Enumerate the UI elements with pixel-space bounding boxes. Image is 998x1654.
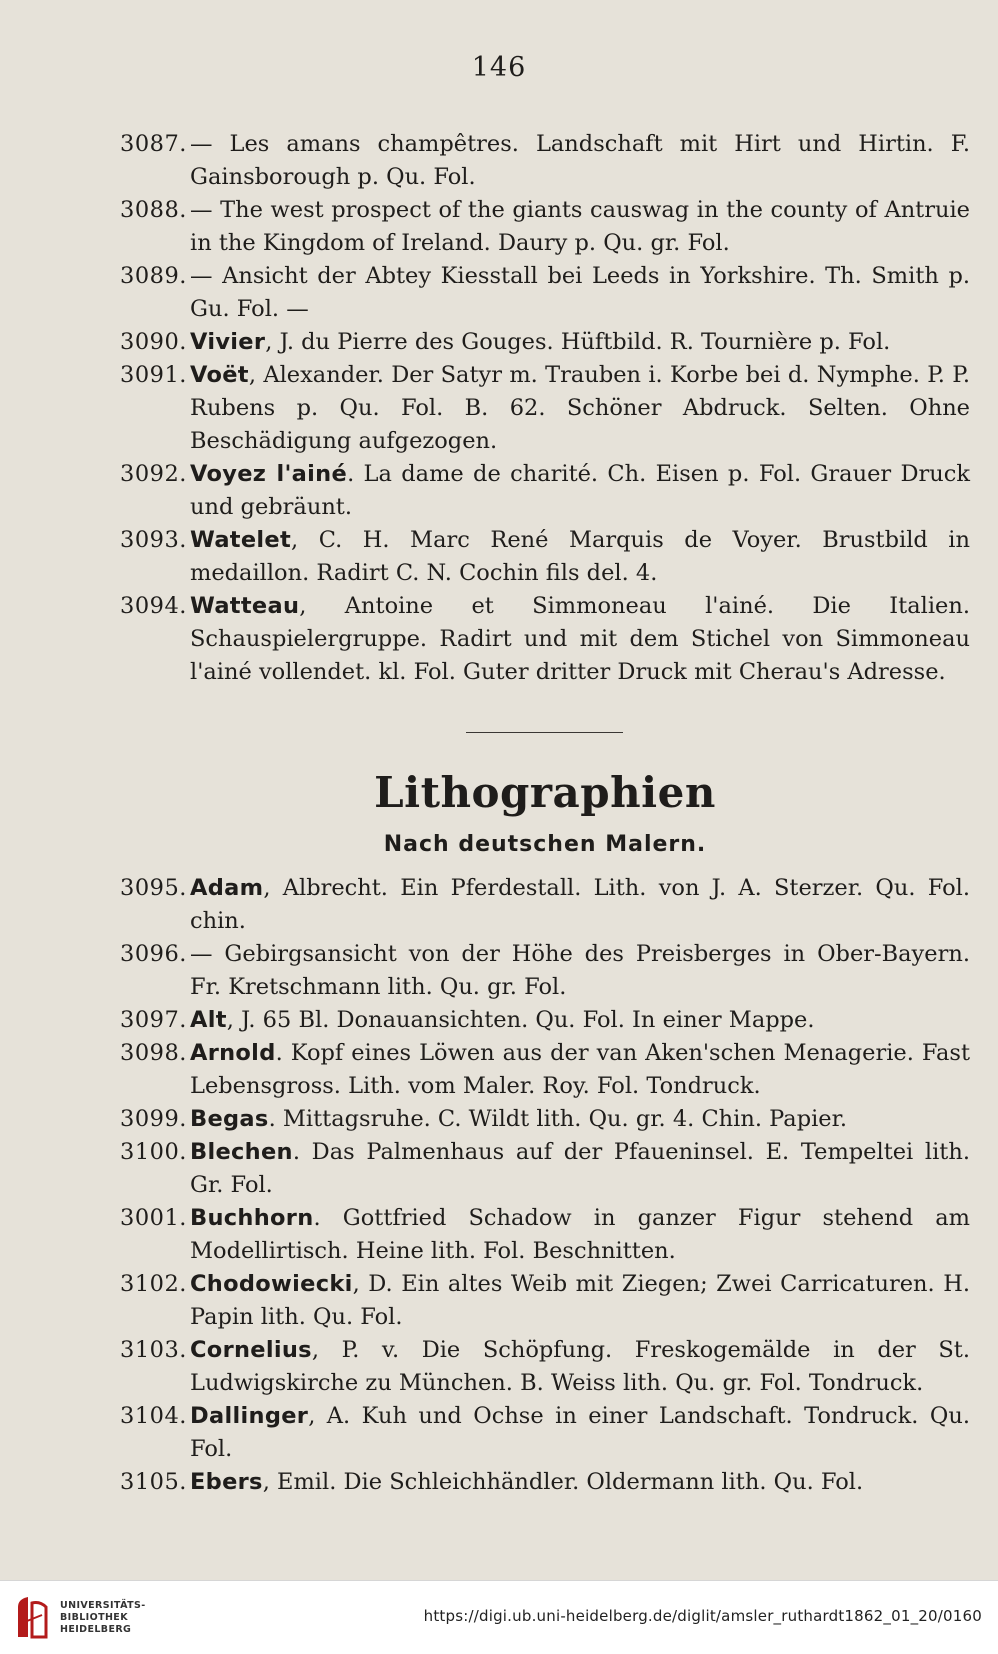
entry-artist: Alt (190, 1007, 227, 1033)
document-url[interactable]: https://digi.ub.uni-heidelberg.de/diglit/amsler_ruthardt1862_01_20/0160 (423, 1607, 982, 1625)
catalog-entry (120, 524, 970, 590)
entry-text: — Gebirgsansicht von der Höhe des Preisberges in Ober-Bayern. Fr. Kretschmann lith. Qu. gr. Fol. (190, 941, 970, 1000)
catalog-entry (120, 1268, 970, 1334)
catalog-entry (120, 128, 970, 194)
entry-text: , J. 65 Bl. Donauansichten. Qu. Fol. In einer Mappe. (226, 1007, 815, 1033)
entry-text: — The west prospect of the giants causwag in the county of Antruie in the Kingdom of Ireland. Daury p. Qu. gr. Fol. (190, 197, 970, 256)
entry-number: 3095. (120, 875, 187, 901)
catalog-entry (120, 938, 970, 1004)
entry-text: , P. v. Die Schöpfung. Freskogemälde in der St. Ludwigskirche zu München. B. Weiss lith. Qu. gr. Fol. Tondruck. (190, 1337, 970, 1396)
catalog-entry (120, 1334, 970, 1400)
entry-artist: Adam (190, 875, 264, 901)
section-divider (466, 732, 623, 733)
entry-text: . Mittagsruhe. C. Wildt lith. Qu. gr. 4. Chin. Papier. (268, 1106, 848, 1132)
catalog-entry (120, 260, 970, 326)
entry-number: 3091. (120, 362, 187, 388)
page-number: 146 (471, 52, 527, 83)
entry-text: , C. H. Marc René Marquis de Voyer. Brustbild in medaillon. Radirt C. N. Cochin fils del. 4. (190, 527, 970, 586)
viewer-footer (0, 1580, 998, 1654)
entry-number: 3105. (120, 1469, 187, 1495)
entry-artist: Watelet (190, 527, 292, 553)
entry-text: — Ansicht der Abtey Kiesstall bei Leeds in Yorkshire. Th. Smith p. Gu. Fol. — (190, 263, 970, 322)
entry-artist: Buchhorn (190, 1205, 314, 1231)
entry-text: . Das Palmenhaus auf der Pfaueninsel. E. Tempeltei lith. Gr. Fol. (190, 1139, 970, 1198)
institution-line: BIBLIOTHEK (60, 1612, 128, 1623)
entry-artist: Voyez l'ainé (190, 461, 348, 487)
entry-number: 3098. (120, 1040, 187, 1066)
entry-number: 3092. (120, 461, 187, 487)
catalog-entry (120, 1037, 970, 1103)
catalog-entry (120, 1400, 970, 1466)
entry-text: . Kopf eines Löwen aus der van Aken'schen Menagerie. Fast Lebensgross. Lith. vom Maler. Roy. Fol. Tondruck. (190, 1040, 970, 1099)
section-subtitle: Nach deutschen Malern. (383, 832, 707, 857)
institution-name (60, 1600, 146, 1636)
catalog-entry (120, 1004, 970, 1037)
entry-text: — Les amans champêtres. Landschaft mit Hirt und Hirtin. F. Gainsborough p. Qu. Fol. (190, 131, 970, 190)
entry-artist: Chodowiecki (190, 1271, 353, 1297)
entry-number: 3099. (120, 1106, 187, 1132)
entry-text: , Emil. Die Schleichhändler. Oldermann lith. Qu. Fol. (262, 1469, 864, 1495)
entry-text: . Gottfried Schadow in ganzer Figur stehend am Modellirtisch. Heine lith. Fol. Beschnitten. (190, 1205, 970, 1264)
entry-number: 3093. (120, 527, 187, 553)
entry-number: 3103. (120, 1337, 187, 1363)
entry-artist: Vivier (190, 329, 266, 355)
catalog-entry (120, 194, 970, 260)
entry-number: 3090. (120, 329, 187, 355)
entry-artist: Blechen (190, 1139, 293, 1165)
entry-artist: Cornelius (190, 1337, 312, 1363)
entry-text: , Albrecht. Ein Pferdestall. Lith. von J. A. Sterzer. Qu. Fol. chin. (190, 875, 970, 934)
catalog-entry (120, 1136, 970, 1202)
institution-line: HEIDELBERG (60, 1624, 132, 1635)
entry-artist: Dallinger (190, 1403, 309, 1429)
entry-number: 3001. (120, 1205, 187, 1231)
catalog-entry (120, 1466, 970, 1499)
entry-number: 3097. (120, 1007, 187, 1033)
catalog-entry (120, 590, 970, 689)
entry-number: 3096. (120, 941, 187, 967)
entry-artist: Watteau (190, 593, 300, 619)
entry-artist: Voët (190, 362, 249, 388)
institution-line: UNIVERSITÄTS- (60, 1600, 146, 1611)
catalog-entry (120, 326, 970, 359)
entry-number: 3088. (120, 197, 187, 223)
catalog-entries-bottom (120, 872, 970, 1499)
entry-number: 3094. (120, 593, 187, 619)
catalog-entry (120, 1202, 970, 1268)
catalog-entry (120, 872, 970, 938)
catalog-entry (120, 1103, 970, 1136)
entry-artist: Begas (190, 1106, 269, 1132)
catalog-entries-top (120, 128, 970, 689)
entry-text: , A. Kuh und Ochse in einer Landschaft. Tondruck. Qu. Fol. (190, 1403, 970, 1462)
entry-artist: Arnold (190, 1040, 276, 1066)
section-title: Lithographien (374, 768, 716, 817)
catalog-entry (120, 458, 970, 524)
entry-number: 3100. (120, 1139, 187, 1165)
entry-artist: Ebers (190, 1469, 263, 1495)
entry-number: 3089. (120, 263, 187, 289)
entry-text: , Alexander. Der Satyr m. Trauben i. Korbe bei d. Nymphe. P. P. Rubens p. Qu. Fol. B. 62. Schöner Abdruck. Selten. Ohne Beschädigung aufgezogen. (190, 362, 970, 454)
entry-number: 3102. (120, 1271, 187, 1297)
heidelberg-logo-icon[interactable] (12, 1593, 52, 1641)
entry-text: . La dame de charité. Ch. Eisen p. Fol. Grauer Druck und gebräunt. (190, 461, 970, 520)
catalog-entry (120, 359, 970, 458)
entry-text: , Antoine et Simmoneau l'ainé. Die Italien. Schauspielergruppe. Radirt und mit dem Stichel von Simmoneau l'ainé vollendet. kl. Fol. Guter dritter Druck mit Cherau's Adresse. (190, 593, 970, 685)
entry-number: 3104. (120, 1403, 187, 1429)
entry-text: , D. Ein altes Weib mit Ziegen; Zwei Carricaturen. H. Papin lith. Qu. Fol. (190, 1271, 970, 1330)
entry-text: , J. du Pierre des Gouges. Hüftbild. R. Tournière p. Fol. (265, 329, 891, 355)
entry-number: 3087. (120, 131, 187, 157)
